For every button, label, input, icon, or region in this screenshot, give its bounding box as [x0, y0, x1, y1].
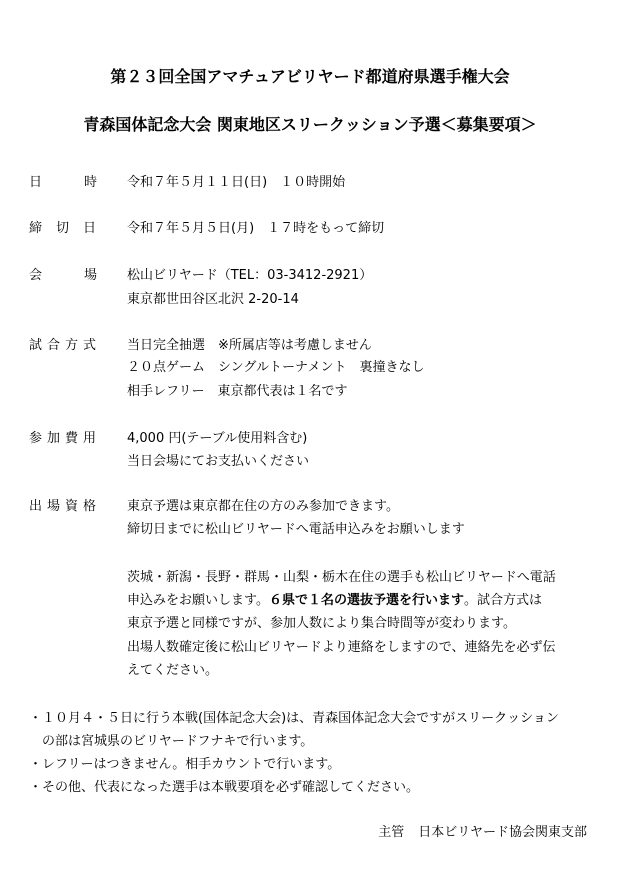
deadline-value: 令和７年５月５日(月) １７時をもって締切 [127, 221, 385, 236]
format-line-1: 当日完全抽選 ※所属店等は考慮しません [127, 338, 372, 353]
note-2: ・レフリーはつきません。相手カウントで行います。 [29, 757, 341, 772]
eligibility-line-1: 東京予選は東京都在住の方のみ参加できます。 [127, 499, 399, 514]
note-1-cont: の部は宮城県のビリヤードフナキで行います。 [42, 734, 314, 749]
note-3: ・その他、代表になった選手は本戦要項を必ず確認してください。 [29, 780, 420, 795]
eligibility-other-3: 東京予選と同様ですが、参加人数により集合時間等が変わります。 [127, 616, 516, 631]
eligibility-other-5: えてください。 [127, 663, 219, 678]
eligibility-other-2 [127, 589, 542, 608]
label-eligibility: 出場資格 [29, 499, 102, 514]
format-line-3: 相手レフリー 東京都代表は１名です [127, 384, 348, 399]
datetime-value: 令和７年５月１１日(日) １０時開始 [127, 175, 346, 190]
footer-org: 日本ビリヤード協会関東支部 [418, 825, 587, 840]
page-title-line1: 第２３回全国アマチュアビリヤード都道府県選手権大会 [110, 67, 510, 86]
label-format: 試合方式 [29, 338, 102, 353]
eligibility-other-1: 茨城・新潟・長野・群馬・山梨・栃木在住の選手も松山ビリヤードへ電話 [127, 570, 556, 585]
footer-role: 主管 [378, 825, 405, 840]
eligibility-other-4: 出場人数確定後に松山ビリヤードより連絡をしますので、連絡先を必ず伝 [127, 640, 556, 655]
label-fee: 参加費用 [29, 431, 102, 446]
footer [378, 821, 587, 840]
eligibility-other-2a: 申込みをお願いします。 [127, 593, 269, 608]
fee-line-1: 4,000 円(テーブル使用料含む) [127, 431, 308, 446]
format-line-2: ２０点ゲーム シングルトーナメント 裏撞きなし [127, 360, 425, 375]
eligibility-line-2: 締切日までに松山ビリヤードへ電話申込みをお願いします [127, 522, 465, 537]
venue-line-1: 松山ビリヤード（TEL：03-3412-2921） [127, 268, 373, 283]
eligibility-emphasis: ６県で１名の選抜予選を行います [268, 593, 464, 608]
label-datetime: 日時 [29, 175, 140, 190]
page-title-line2: 青森国体記念大会 関東地区スリークッション予選＜募集要項＞ [83, 115, 537, 134]
note-1: ・１０月４・５日に行う本戦(国体記念大会)は、青森国体記念大会ですがスリークッション [29, 711, 559, 726]
venue-line-2: 東京都世田谷区北沢 2-20-14 [127, 292, 299, 307]
label-venue: 会場 [29, 268, 140, 283]
label-deadline: 締切日 [29, 221, 111, 236]
fee-line-2: 当日会場にてお支払いください [127, 454, 310, 469]
eligibility-other-2c: 。試合方式は [463, 593, 542, 608]
